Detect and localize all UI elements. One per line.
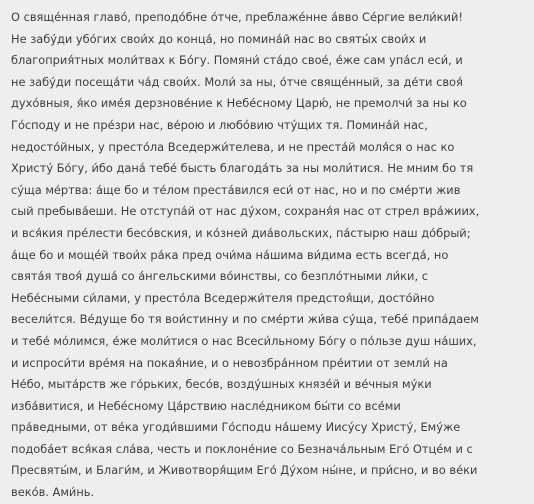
prayer-line: а́ще бо и моще́й твои́х ра́ка пред очи́ма на́шима ви́дима есть всегда́, но xyxy=(11,247,449,262)
prayer-line: не забу́ди посеща́ти ча́д свои́х. Моли́ за ны, о́тче свяще́нный, за де́ти своя́ xyxy=(11,74,463,89)
prayer-line: благоприя́тных моли́твах к Бо́гу. Помяни́ ста́до свое́, е́же сам упа́сл еси́, и xyxy=(11,53,463,68)
prayer-line: Пресвяты́м, и Благи́м, и Животворя́щим Его́ Ду́хом ны́не, и при́сно, и во ве́ки xyxy=(11,463,478,478)
prayer-line: изба́витися, и Небе́сному Ца́рствию насле́дником бы́ти со все́ми xyxy=(11,398,401,413)
prayer-line: и испроси́ти вре́мя на покая́ние, и о невозбра́нном пре́итии от земли́ на xyxy=(11,355,448,370)
prayer-text xyxy=(11,7,526,504)
prayer-line: Го́споду и не пре́зри нас, ве́рою и любо́вию чту́щих тя. Помина́й нас, xyxy=(11,117,428,132)
prayer-line: Не забу́ди убо́гих свои́х до конца́, но помина́й нас во святы́х свои́х и xyxy=(11,31,427,46)
prayer-line: О свяще́нная главо́, преподо́бне о́тче, преблаже́нне а́вво Се́ргие вели́кий! xyxy=(11,10,463,24)
prayer-line: свята́я твоя́ душа́ со а́нгельскими во́инствы, со безпло́тными ли́ки, с xyxy=(11,269,428,284)
prayer-line: и тебе́ мо́лимся, е́же моли́тися о нас Всеси́льному Бо́гу о по́льзе душ на́ших, xyxy=(11,333,477,348)
prayer-line: пра́ведными, от ве́ка угоди́вшими Го́сподu на́шему Иису́су Христу́, Ему́же xyxy=(11,420,461,435)
prayer-line: духо́вныя, я́ко име́я дерзнове́ние к Небе́сному Царю́, не премолчи́ за ны ко xyxy=(11,96,467,111)
prayer-line: Не́бо, мыта́рств же го́рьких, бесо́в, возду́шных князе́й и ве́чныя му́ки xyxy=(11,377,432,392)
prayer-line: и вся́кия пре́лести бесо́вския, и ко́зней диа́вольских, па́стырю наш до́брый; xyxy=(11,225,471,240)
prayer-line: сый пребыва́еши. Не отступа́й от нас ду́хом, сохраня́я нас от стрел вра́жиих, xyxy=(11,204,480,219)
prayer-line: су́ща ме́ртва: а́ще бо и те́лом преста́вился еси́ от нас, но и по сме́рти жив xyxy=(11,182,461,197)
prayer-line: весели́тся. Ве́дуще бо тя вои́стинну и по сме́рти жи́ва су́ща, тебе́ припа́даем xyxy=(11,312,479,327)
prayer-line: недосто́йных, у престо́ла Вседержи́телева, и не преста́й моля́ся о нас ко xyxy=(11,139,455,154)
prayer-line: веко́в. Ами́нь. xyxy=(11,485,95,500)
prayer-line: Небе́сными си́лами, у престо́ла Вседержи́теля предстоя́щи, досто́йно xyxy=(11,290,435,305)
prayer-line: Христу́ Бо́гу, и́бо дана́ тебе́ бысть благода́ть за ны моли́тися. Не мним бо тя xyxy=(11,161,474,176)
prayer-line: подоба́ет вся́кая сла́ва, честь и поклоне́ние со Безнача́льным Его́ Отце́м и с xyxy=(11,441,473,456)
